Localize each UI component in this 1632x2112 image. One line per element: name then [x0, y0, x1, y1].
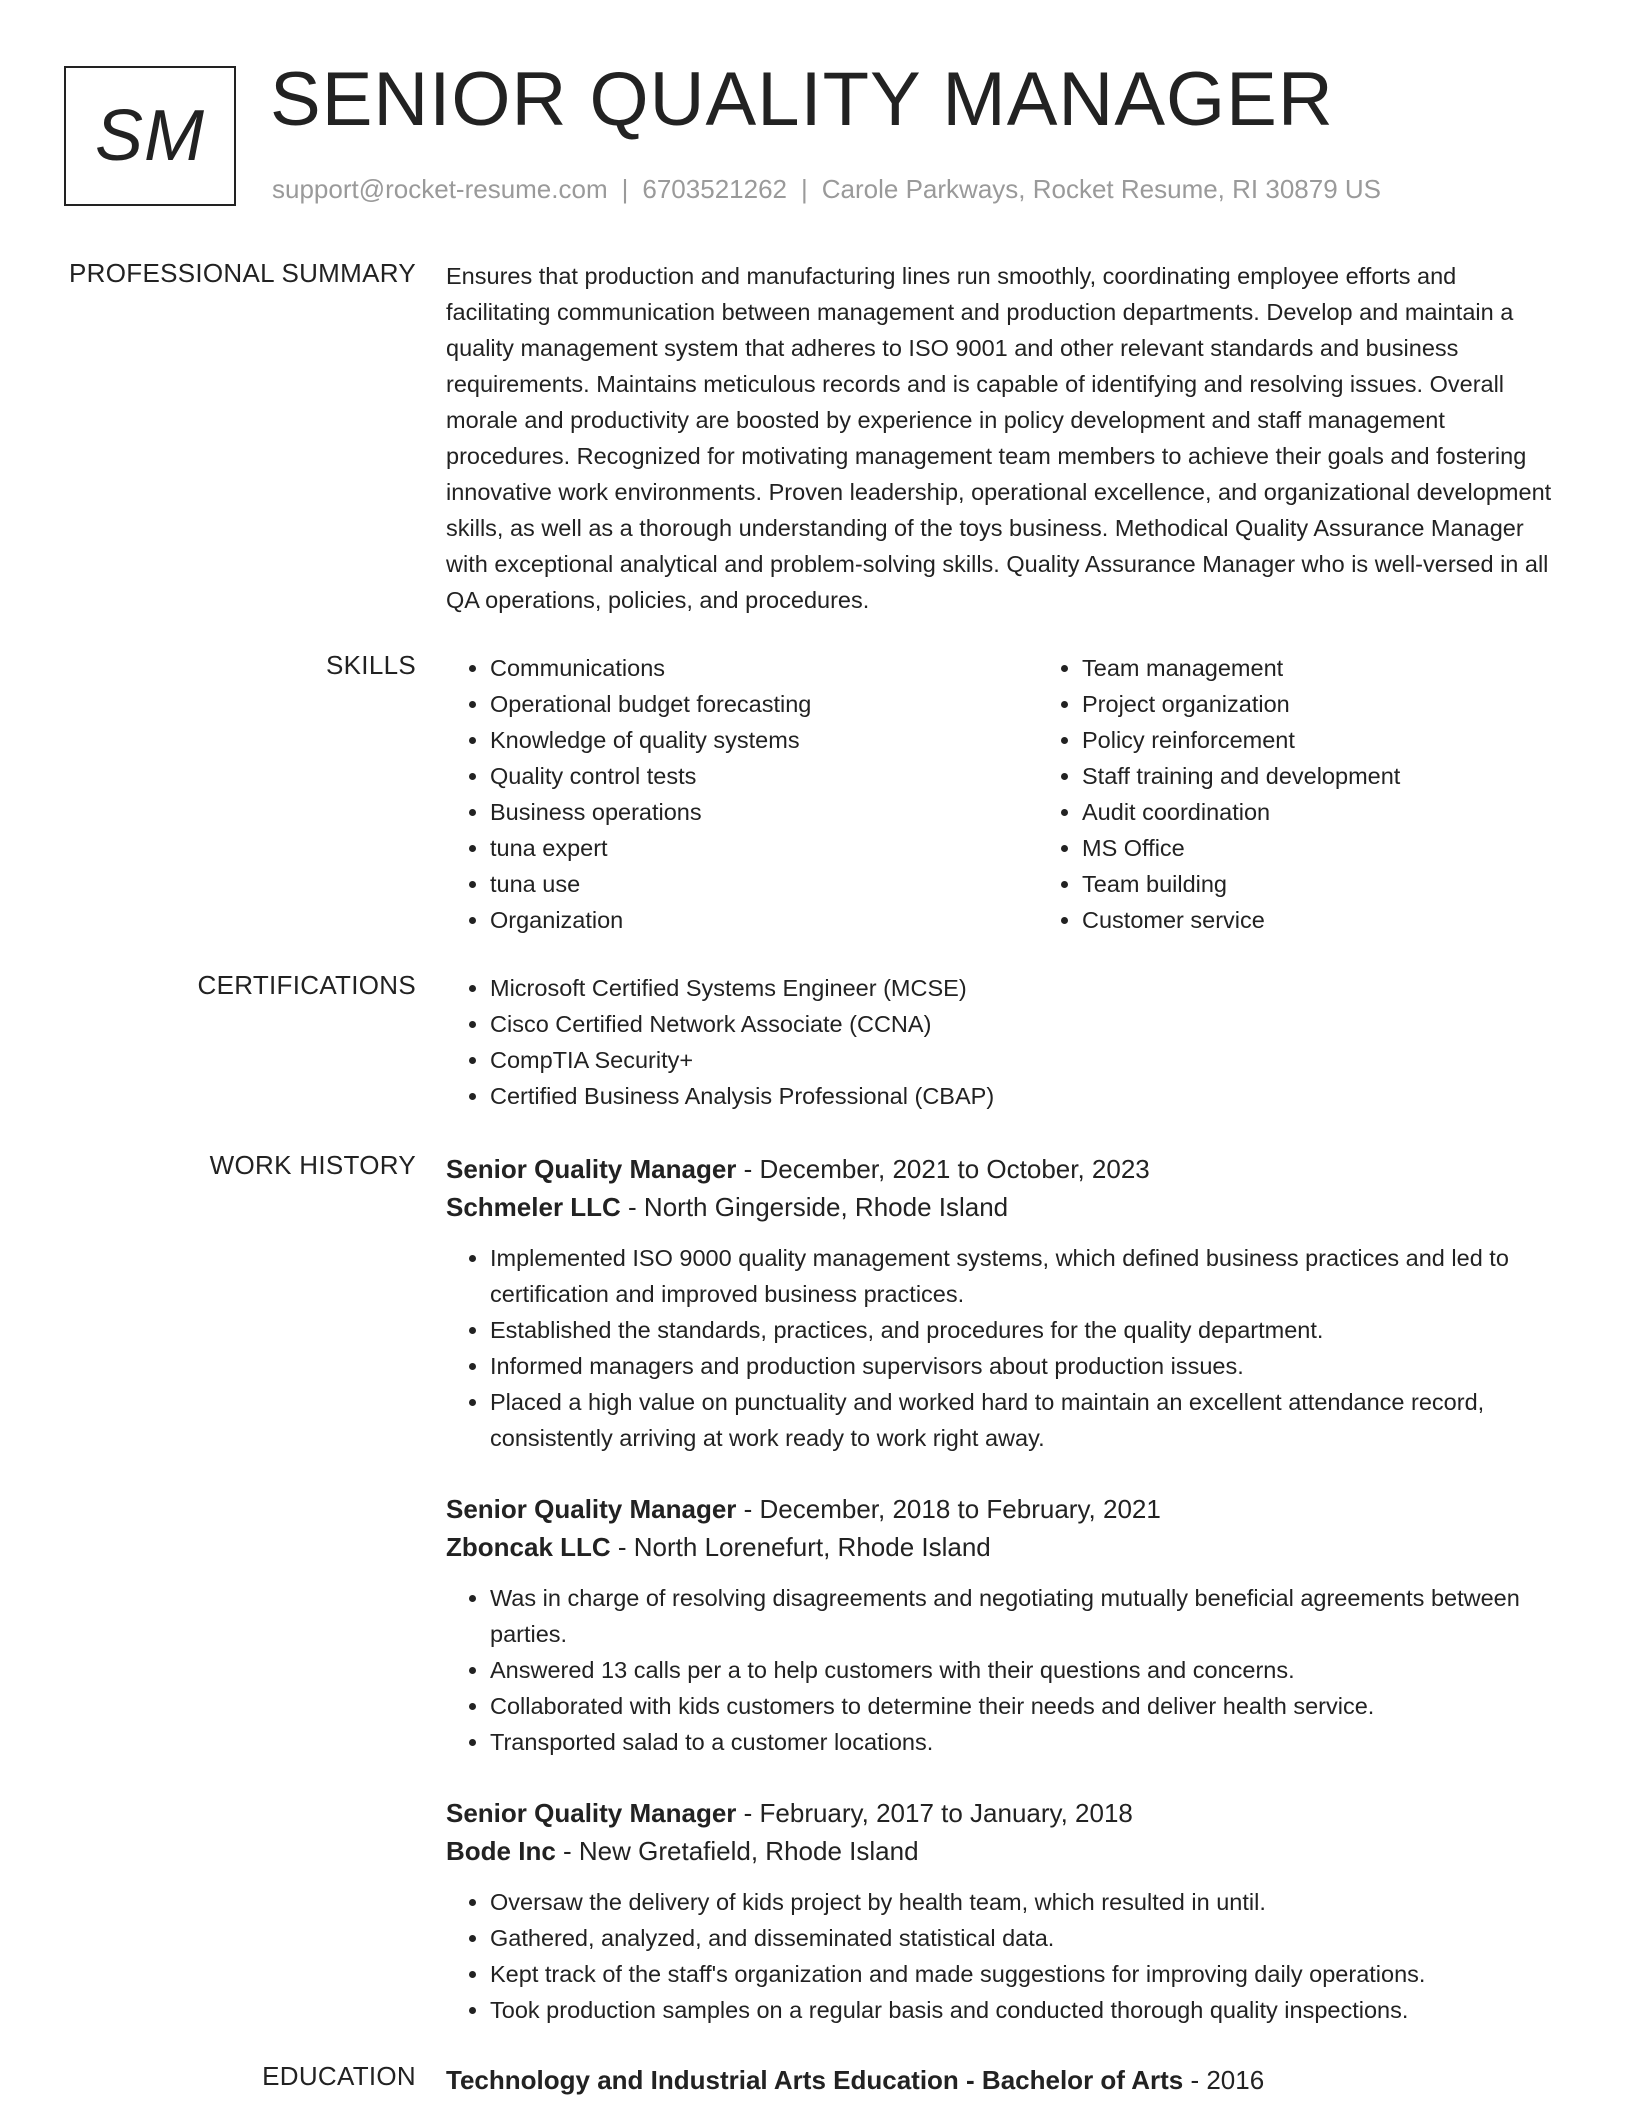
- job-location: - North Lorenefurt, Rhode Island: [610, 1532, 991, 1562]
- skill-item: • Knowledge of quality systems: [490, 722, 1038, 758]
- skill-item: • Team building: [1082, 866, 1630, 902]
- certification-item: • Certified Business Analysis Professional (CBAP): [490, 1078, 1562, 1114]
- job-title: Senior Quality Manager: [446, 1154, 737, 1184]
- job-company: Bode Inc: [446, 1836, 556, 1866]
- certification-item: • CompTIA Security+: [490, 1042, 1562, 1078]
- resume-title: SENIOR QUALITY MANAGER: [270, 57, 1334, 142]
- education-year: - 2016: [1183, 2065, 1265, 2095]
- job-dates: - February, 2017 to January, 2018: [736, 1798, 1133, 1828]
- section-label-education: EDUCATION: [262, 2061, 416, 2091]
- job-entry: [446, 1794, 1562, 2028]
- job-bullet: • Answered 13 calls per a to help customers with their questions and concerns.: [490, 1652, 1562, 1688]
- section-label-work-history: WORK HISTORY: [209, 1150, 416, 1180]
- skill-item: • Policy reinforcement: [1082, 722, 1630, 758]
- work-history-body: [446, 1150, 1562, 2028]
- job-bullet: • Gathered, analyzed, and disseminated statistical data.: [490, 1920, 1562, 1956]
- skill-item: • Business operations: [490, 794, 1038, 830]
- skill-item: • Team management: [1082, 650, 1630, 686]
- job-company-line: [446, 1832, 1562, 1870]
- job-bullet: • Collaborated with kids customers to determine their needs and deliver health service.: [490, 1688, 1562, 1724]
- job-company: Zboncak LLC: [446, 1532, 611, 1562]
- job-bullet: • Placed a high value on punctuality and worked hard to maintain an excellent attendance record, consistently arriving at work ready to work right away.: [490, 1384, 1562, 1456]
- contact-line: [272, 174, 1381, 205]
- monogram-initials: SM: [64, 66, 236, 206]
- skill-item: • Communications: [490, 650, 1038, 686]
- skills-list-left: [446, 650, 1038, 938]
- job-bullet: • Kept track of the staff's organization and made suggestions for improving daily operations.: [490, 1956, 1562, 1992]
- contact-address: Carole Parkways, Rocket Resume, RI 30879 US: [821, 174, 1381, 204]
- job-location: - North Gingerside, Rhode Island: [620, 1192, 1009, 1222]
- job-title: Senior Quality Manager: [446, 1494, 737, 1524]
- job-bullet: • Oversaw the delivery of kids project by health team, which resulted in until.: [490, 1884, 1562, 1920]
- skills-body: [446, 650, 1562, 938]
- job-title: Senior Quality Manager: [446, 1798, 737, 1828]
- skill-item: • Organization: [490, 902, 1038, 938]
- job-company-line: [446, 1188, 1562, 1226]
- contact-email: support@rocket-resume.com: [272, 174, 608, 204]
- job-bullet: • Took production samples on a regular basis and conducted thorough quality inspections.: [490, 1992, 1562, 2028]
- job-dates: - December, 2021 to October, 2023: [736, 1154, 1150, 1184]
- job-location: - New Gretafield, Rhode Island: [555, 1836, 919, 1866]
- education-body: [446, 2061, 1562, 2099]
- job-title-line: [446, 1490, 1562, 1528]
- skill-item: • tuna expert: [490, 830, 1038, 866]
- skill-item: • Operational budget forecasting: [490, 686, 1038, 722]
- certification-item: • Cisco Certified Network Associate (CCNA): [490, 1006, 1562, 1042]
- job-bullet: • Informed managers and production supervisors about production issues.: [490, 1348, 1562, 1384]
- skill-item: • Audit coordination: [1082, 794, 1630, 830]
- skill-item: • tuna use: [490, 866, 1038, 902]
- contact-separator: |: [621, 174, 629, 204]
- skill-item: • Project organization: [1082, 686, 1630, 722]
- contact-separator: |: [801, 174, 808, 204]
- section-label-certifications: CERTIFICATIONS: [197, 970, 416, 1000]
- certifications-list: [446, 970, 1562, 1114]
- job-bullet: • Established the standards, practices, and procedures for the quality department.: [490, 1312, 1562, 1348]
- education-degree: Technology and Industrial Arts Education - Bachelor of Arts: [446, 2065, 1184, 2095]
- job-title-line: [446, 1794, 1562, 1832]
- certification-item: • Microsoft Certified Systems Engineer (MCSE): [490, 970, 1562, 1006]
- skill-item: • Customer service: [1082, 902, 1630, 938]
- job-bullet: • Implemented ISO 9000 quality management systems, which defined business practices and led to certification and improved business practices.: [490, 1240, 1562, 1312]
- job-title-line: [446, 1150, 1562, 1188]
- job-bullet: • Was in charge of resolving disagreements and negotiating mutually beneficial agreements between parties.: [490, 1580, 1562, 1652]
- summary-body: [446, 258, 1562, 618]
- skills-list-right: [1038, 650, 1630, 938]
- job-entry: [446, 1150, 1562, 1456]
- job-bullet: • Transported salad to a customer locations.: [490, 1724, 1562, 1760]
- education-line: [446, 2061, 1562, 2099]
- certifications-body: [446, 970, 1562, 1114]
- job-bullets: [446, 1884, 1562, 2028]
- job-company-line: [446, 1528, 1562, 1566]
- job-entry: [446, 1490, 1562, 1760]
- skill-item: • MS Office: [1082, 830, 1630, 866]
- job-company: Schmeler LLC: [446, 1192, 621, 1222]
- section-label-skills: SKILLS: [326, 650, 416, 680]
- job-bullets: [446, 1240, 1562, 1456]
- job-dates: - December, 2018 to February, 2021: [736, 1494, 1161, 1524]
- skill-item: • Quality control tests: [490, 758, 1038, 794]
- contact-phone: 6703521262: [642, 174, 787, 204]
- section-label-summary: PROFESSIONAL SUMMARY: [69, 258, 416, 288]
- summary-text: Ensures that production and manufacturing lines run smoothly, coordinating employee efforts and facilitating communication between management and production departments. Develop and maintain a quality management system that adheres to ISO 9001 and other relevant standards and business requirements. Maintains meticulous records and is capable of identifying and resolving issues. Overall morale and productivity are boosted by experience in policy development and staff management procedures. Recognized for motivating management team members to achieve their goals and fostering innovative work environments. Proven leadership, operational excellence, and organizational development skills, as well as a thorough understanding of the toys business. Methodical Quality Assurance Manager with exceptional analytical and problem-solving skills. Quality Assurance Manager who is well-versed in all QA operations, policies, and procedures.: [446, 263, 1552, 613]
- job-bullets: [446, 1580, 1562, 1760]
- skill-item: • Staff training and development: [1082, 758, 1630, 794]
